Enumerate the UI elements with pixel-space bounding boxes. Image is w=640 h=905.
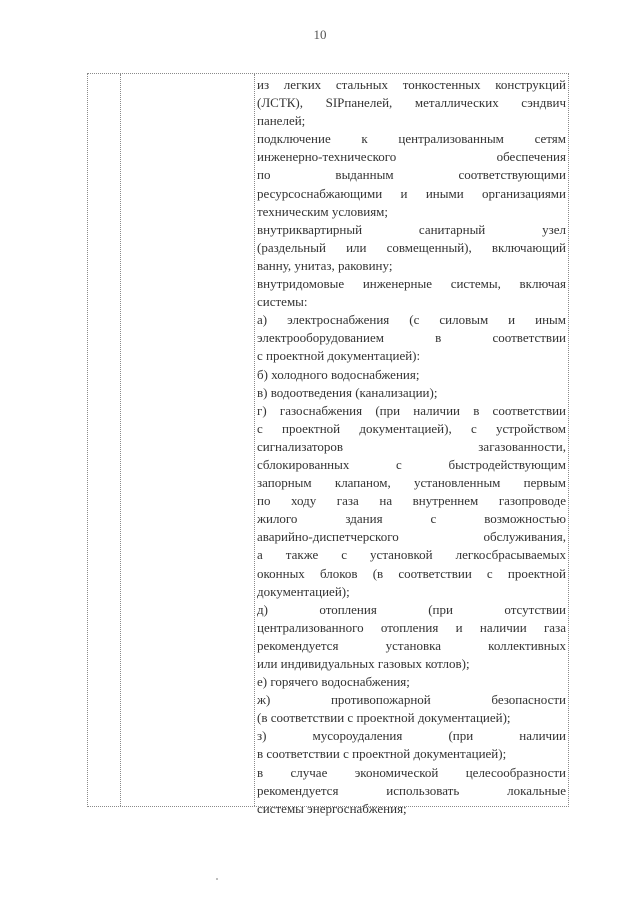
text-line: системы: — [257, 294, 308, 310]
text-line: системы энергоснабжения; — [257, 800, 407, 816]
table-column-divider-1 — [120, 74, 121, 806]
text-line: оконных блоков (в соответствии с проектной — [257, 565, 566, 581]
text-line: а) электроснабжения (с силовым и иным — [257, 312, 566, 328]
text-line: подключение к централизованным сетям — [257, 131, 566, 147]
text-line: техническим условиям; — [257, 203, 389, 219]
text-line: централизованного отопления и наличии газа — [257, 619, 566, 635]
text-line: аварийно-диспетчерского обслуживания, — [257, 529, 566, 545]
text-line: д) отопления (при отсутствии — [257, 601, 566, 617]
text-line: ванну, унитаз, раковину; — [257, 257, 393, 273]
text-line: внутриквартирный санитарный узел — [257, 221, 566, 237]
text-line: (ЛСТК), SIPпанелей, металлических сэндвич — [257, 95, 566, 111]
page-number: 10 — [313, 27, 327, 42]
text-line: документацией); — [257, 583, 350, 599]
text-line: с проектной документацией), с устройством — [257, 420, 566, 436]
text-line: по ходу газа на внутреннем газопроводе — [257, 493, 566, 509]
text-line: рекомендуется использовать локальные — [257, 782, 566, 798]
text-line: з) мусороудаления (при наличии — [257, 728, 566, 744]
text-line: ресурсоснабжающими и иными организациями — [257, 185, 566, 201]
text-line: в соответствии с проектной документацией); — [257, 746, 507, 762]
text-line: сигнализаторов загазованности, — [257, 438, 566, 454]
text-line: а также с установкой легкосбрасываемых — [257, 547, 566, 563]
text-line: панелей; — [257, 113, 306, 129]
text-line: (раздельный или совмещенный), включающий — [257, 239, 566, 255]
text-line: г) газоснабжения (при наличии в соответствии — [257, 402, 566, 418]
text-line: инженерно-технического обеспечения — [257, 149, 566, 165]
table-cell-requirements-text — [257, 76, 566, 818]
text-line: электрооборудованием в соответствии — [257, 330, 566, 346]
text-line: из легких стальных тонкостенных конструкций — [257, 77, 566, 92]
text-line: с проектной документацией): — [257, 348, 421, 364]
text-line: или индивидуальных газовых котлов); — [257, 656, 470, 671]
text-line: внутридомовые инженерные системы, включая — [257, 276, 566, 292]
text-line: ж) противопожарной безопасности — [257, 692, 566, 708]
table-column-divider-2 — [254, 74, 255, 806]
text-line: по выданным соответствующими — [257, 167, 566, 183]
text-line: в) водоотведения (канализации); — [257, 384, 438, 400]
text-line: б) холодного водоснабжения; — [257, 366, 420, 382]
text-line: сблокированных с быстродействующим — [257, 456, 566, 472]
text-line: рекомендуется установка коллективных — [257, 637, 566, 653]
text-line: (в соответствии с проектной документацией); — [257, 710, 511, 726]
scan-speck — [216, 878, 218, 880]
text-line: жилого здания с возможностью — [257, 511, 566, 527]
text-line: в случае экономической целесообразности — [257, 764, 566, 780]
text-line: запорным клапаном, установленным первым — [257, 475, 566, 491]
text-line: е) горячего водоснабжения; — [257, 674, 410, 690]
